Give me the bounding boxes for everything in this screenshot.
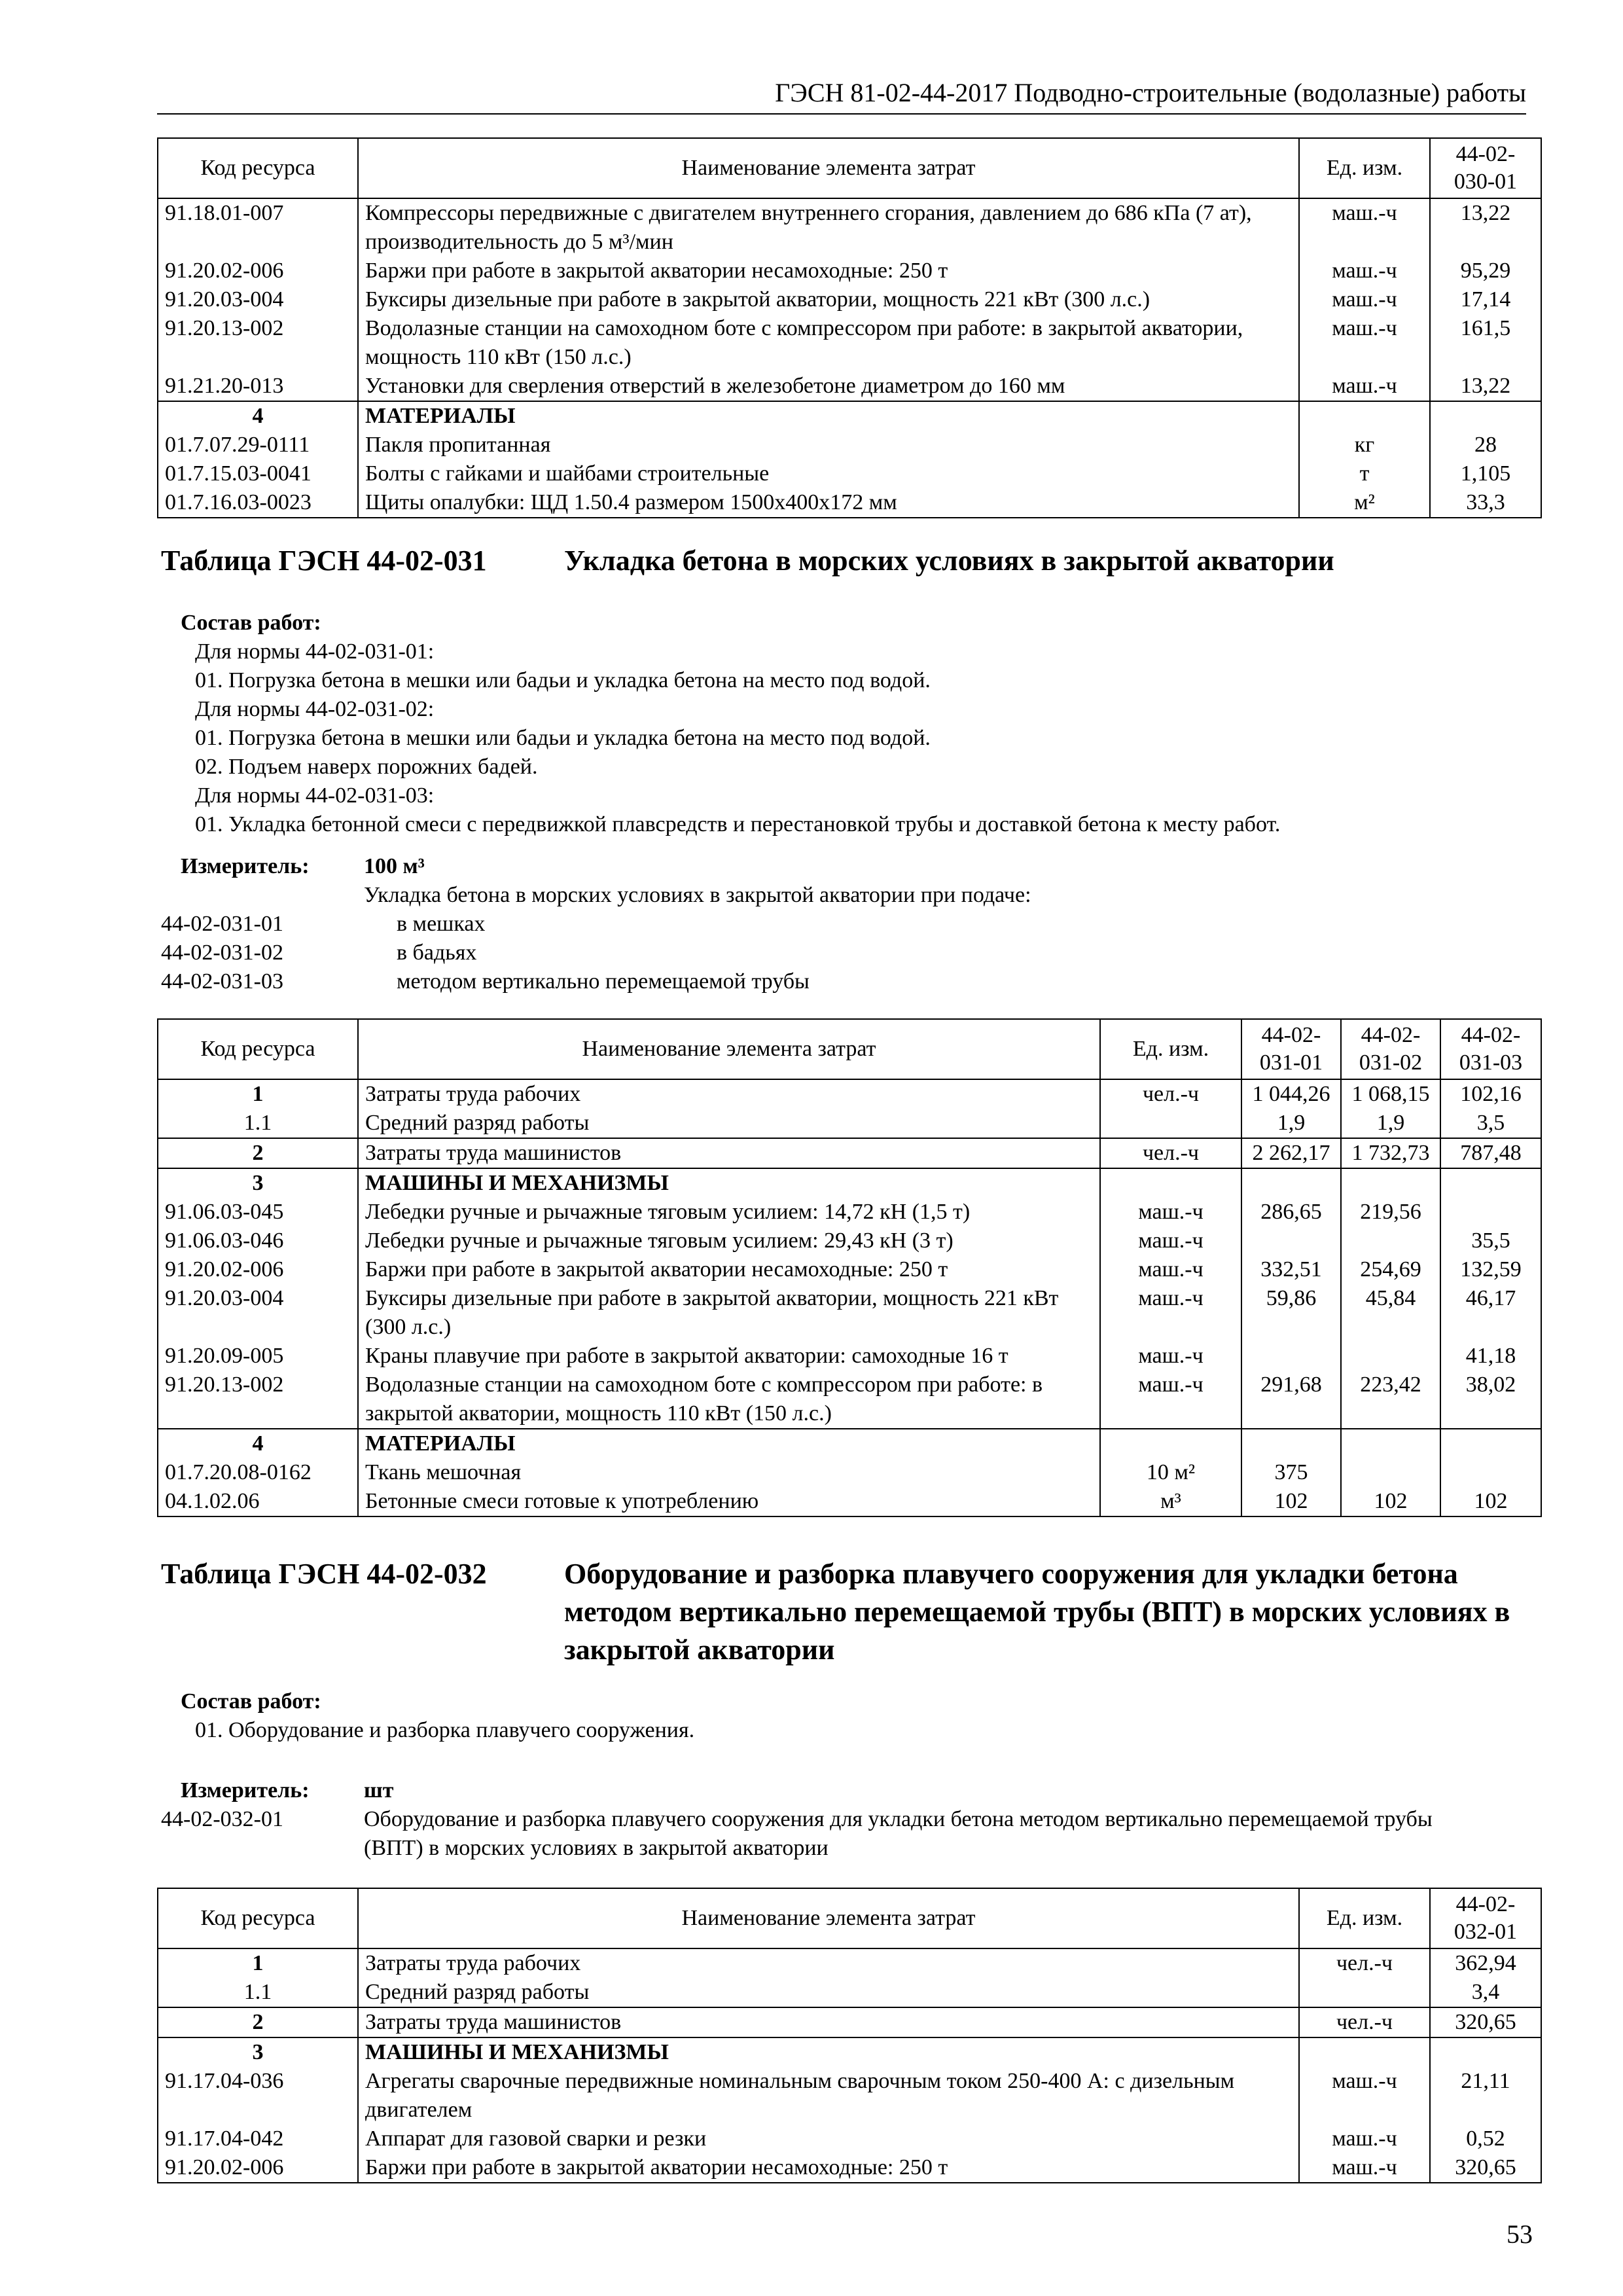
norm-value (1241, 1227, 1341, 1255)
cost-element-name: Баржи при работе в закрытой акватории несамоходные: 250 т (358, 257, 1299, 285)
unit: маш.-ч (1299, 372, 1430, 401)
resource-code: 1.1 (158, 1109, 358, 1138)
resource-code: 91.06.03-045 (158, 1198, 358, 1227)
resource-table-44-02-031 (157, 1018, 1542, 1517)
unit: маш.-ч (1299, 2153, 1430, 2183)
unit: 10 м² (1100, 1458, 1241, 1487)
table-row (158, 198, 1541, 257)
norm-value: 161,5 (1430, 314, 1541, 372)
norm-value: 21,11 (1430, 2067, 1541, 2125)
work-line: 01. Укладка бетонной смеси с передвижкой плавсредств и перестановкой трубы и доставкой бетона к месту работ. (195, 812, 1281, 836)
resource-code: 91.17.04-036 (158, 2067, 358, 2125)
table-label: Таблица ГЭСН 44-02-032 (161, 1558, 487, 1590)
page-number: 53 (1507, 2219, 1533, 2249)
resource-code: 91.17.04-042 (158, 2125, 358, 2153)
norm-text: Оборудование и разборка плавучего сооружения для укладки бетона методом вертикально перемещаемой трубы (ВПТ) в морских условиях в закрытой акватории (364, 1807, 1433, 1860)
resource-code: 91.20.09-005 (158, 1342, 358, 1371)
table-row (158, 488, 1541, 518)
norm-value: 1,9 (1241, 1109, 1341, 1138)
unit: маш.-ч (1299, 198, 1430, 257)
cost-element-name: МАШИНЫ И МЕХАНИЗМЫ (358, 2037, 1299, 2067)
unit: маш.-ч (1299, 285, 1430, 314)
norm-value: 0,52 (1430, 2125, 1541, 2153)
norm-value: 33,3 (1430, 488, 1541, 518)
running-header: ГЭСН 81-02-44-2017 Подводно-строительные (водолазные) работы (157, 77, 1526, 115)
table-title: Укладка бетона в морских условиях в закрытой акватории (564, 545, 1334, 577)
norm-value: 2 262,17 (1241, 1138, 1341, 1168)
unit (1299, 401, 1430, 431)
resource-code: 91.20.02-006 (158, 1255, 358, 1284)
work-line: Для нормы 44-02-031-03: (195, 783, 435, 808)
norm-value (1341, 1458, 1440, 1487)
resource-code: 91.20.03-004 (158, 1284, 358, 1342)
unit: маш.-ч (1299, 257, 1430, 285)
header-resource-code: Код ресурса (158, 138, 358, 198)
norm-value (1440, 1198, 1541, 1227)
norm-value: 41,18 (1440, 1342, 1541, 1371)
norm-value: 46,17 (1440, 1284, 1541, 1342)
norm-value: 102 (1241, 1487, 1341, 1516)
resource-code: 91.20.13-002 (158, 1371, 358, 1429)
header-norm-code: 44-02-031-01 (1241, 1019, 1341, 1079)
norm-value: 13,22 (1430, 198, 1541, 257)
table-row (158, 1371, 1541, 1429)
work-line: 02. Подъем наверх порожних бадей. (195, 755, 538, 779)
meter-value: шт (364, 1778, 394, 1803)
cost-element-name: МАТЕРИАЛЫ (358, 401, 1299, 431)
header-unit: Ед. изм. (1100, 1019, 1241, 1079)
resource-code: 91.20.02-006 (158, 2153, 358, 2183)
cost-element-name: Щиты опалубки: ЩД 1.50.4 размером 1500х400х172 мм (358, 488, 1299, 518)
table-row (158, 1255, 1541, 1284)
norm-value: 787,48 (1440, 1138, 1541, 1168)
resource-code: 2 (158, 1138, 358, 1168)
norm-value: 286,65 (1241, 1198, 1341, 1227)
norm-value (1241, 1168, 1341, 1198)
section-row (158, 2037, 1541, 2067)
cost-element-name: Водолазные станции на самоходном боте с компрессором при работе: в закрытой акватории, мощность 110 кВт (150 л.с.) (358, 1371, 1100, 1429)
header-cost-element: Наименование элемента затрат (358, 138, 1299, 198)
cost-element-name: Лебедки ручные и рычажные тяговым усилием: 14,72 кН (1,5 т) (358, 1198, 1100, 1227)
norm-text: в мешках (397, 912, 486, 936)
resource-code: 4 (158, 401, 358, 431)
unit: маш.-ч (1100, 1255, 1241, 1284)
norm-value (1341, 1342, 1440, 1371)
norm-code: 44-02-031-03 (161, 969, 283, 994)
cost-element-name: Затраты труда рабочих (358, 1079, 1100, 1109)
table-row (158, 1487, 1541, 1516)
norm-value: 1 068,15 (1341, 1079, 1440, 1109)
table-body (158, 1948, 1541, 2183)
norm-value: 1 044,26 (1241, 1079, 1341, 1109)
table-title: Оборудование и разборка плавучего сооружения для укладки бетона методом вертикально перемещаемой трубы (ВПТ) в морских условиях в закрытой акватории (564, 1558, 1510, 1666)
norm-value: 45,84 (1341, 1284, 1440, 1342)
header-norm-code: 44-02-031-03 (1440, 1019, 1541, 1079)
unit (1100, 1109, 1241, 1138)
unit: чел.-ч (1100, 1138, 1241, 1168)
norm-value: 35,5 (1440, 1227, 1541, 1255)
norm-code: 44-02-032-01 (161, 1807, 283, 1831)
cost-element-name: Аппарат для газовой сварки и резки (358, 2125, 1299, 2153)
norm-value: 132,59 (1440, 1255, 1541, 1284)
table-row (158, 1138, 1541, 1168)
table-row (158, 459, 1541, 488)
norm-value: 375 (1241, 1458, 1341, 1487)
norm-value (1341, 1227, 1440, 1255)
unit: кг (1299, 431, 1430, 459)
unit: маш.-ч (1299, 314, 1430, 372)
table-body (158, 198, 1541, 518)
resource-code: 91.20.02-006 (158, 257, 358, 285)
norm-code: 44-02-031-02 (161, 941, 283, 965)
header-norm-code: 44-02-032-01 (1430, 1888, 1541, 1948)
work-line: Для нормы 44-02-031-02: (195, 697, 435, 721)
norm-value: 13,22 (1430, 372, 1541, 401)
unit (1299, 2037, 1430, 2067)
norm-value: 219,56 (1341, 1198, 1440, 1227)
header-resource-code: Код ресурса (158, 1019, 358, 1079)
unit: т (1299, 459, 1430, 488)
norm-value (1241, 1429, 1341, 1458)
unit (1100, 1429, 1241, 1458)
cost-element-name: Ткань мешочная (358, 1458, 1100, 1487)
resource-code: 1.1 (158, 1978, 358, 2007)
resource-code: 04.1.02.06 (158, 1487, 358, 1516)
cost-element-name: Баржи при работе в закрытой акватории несамоходные: 250 т (358, 2153, 1299, 2183)
cost-element-name: Баржи при работе в закрытой акватории несамоходные: 250 т (358, 1255, 1100, 1284)
resource-code: 2 (158, 2007, 358, 2037)
norm-value: 320,65 (1430, 2153, 1541, 2183)
norm-code: 44-02-031-01 (161, 912, 283, 936)
header-norm-code: 44-02-031-02 (1341, 1019, 1440, 1079)
resource-code: 3 (158, 2037, 358, 2067)
unit: маш.-ч (1100, 1371, 1241, 1429)
norm-value: 28 (1430, 431, 1541, 459)
meter-caption: Измеритель: (181, 854, 310, 878)
norm-value: 291,68 (1241, 1371, 1341, 1429)
table-row (158, 1978, 1541, 2007)
table-row (158, 285, 1541, 314)
cost-element-name: МАТЕРИАЛЫ (358, 1429, 1100, 1458)
cost-element-name: МАШИНЫ И МЕХАНИЗМЫ (358, 1168, 1100, 1198)
cost-element-name: Буксиры дизельные при работе в закрытой акватории, мощность 221 кВт (300 л.с.) (358, 285, 1299, 314)
resource-code: 4 (158, 1429, 358, 1458)
resource-code: 91.20.13-002 (158, 314, 358, 372)
norm-value: 254,69 (1341, 1255, 1440, 1284)
work-line: 01. Оборудование и разборка плавучего сооружения. (195, 1718, 695, 1742)
norm-value (1341, 1168, 1440, 1198)
norm-value: 102 (1341, 1487, 1440, 1516)
header-unit: Ед. изм. (1299, 138, 1430, 198)
resource-code: 3 (158, 1168, 358, 1198)
table-row (158, 1109, 1541, 1138)
norm-text: в бадьях (397, 941, 477, 965)
norm-value: 59,86 (1241, 1284, 1341, 1342)
norm-value (1440, 1168, 1541, 1198)
header-cost-element: Наименование элемента затрат (358, 1888, 1299, 1948)
norm-value: 38,02 (1440, 1371, 1541, 1429)
cost-element-name: Средний разряд работы (358, 1978, 1299, 2007)
work-composition (177, 609, 1551, 839)
table-row (158, 1284, 1541, 1342)
meter-block (161, 1776, 1568, 1863)
cost-element-name: Затраты труда машинистов (358, 1138, 1100, 1168)
norm-value: 320,65 (1430, 2007, 1541, 2037)
table-label: Таблица ГЭСН 44-02-031 (161, 545, 487, 577)
unit: маш.-ч (1299, 2125, 1430, 2153)
unit: м² (1299, 488, 1430, 518)
norm-value: 362,94 (1430, 1948, 1541, 1978)
table-row (158, 1458, 1541, 1487)
norm-value (1440, 1429, 1541, 1458)
work-composition-caption: Состав работ: (181, 1689, 321, 1713)
cost-element-name: Средний разряд работы (358, 1109, 1100, 1138)
table-row (158, 314, 1541, 372)
norm-value: 3,4 (1430, 1978, 1541, 2007)
norm-value: 1 732,73 (1341, 1138, 1440, 1168)
table-body (158, 1079, 1541, 1516)
resource-table-44-02-030 (157, 137, 1542, 518)
table-row (158, 1948, 1541, 1978)
header-cost-element: Наименование элемента затрат (358, 1019, 1100, 1079)
resource-code: 91.18.01-007 (158, 198, 358, 257)
unit: чел.-ч (1100, 1079, 1241, 1109)
table-row (158, 1198, 1541, 1227)
norm-value (1430, 401, 1541, 431)
work-line: Для нормы 44-02-031-01: (195, 639, 435, 664)
norm-value: 102,16 (1440, 1079, 1541, 1109)
work-line: 01. Погрузка бетона в мешки или бадьи и укладка бетона на место под водой. (195, 726, 931, 750)
norm-value (1430, 2037, 1541, 2067)
work-line: 01. Погрузка бетона в мешки или бадьи и укладка бетона на место под водой. (195, 668, 931, 692)
resource-code: 01.7.07.29-0111 (158, 431, 358, 459)
norm-value: 1,9 (1341, 1109, 1440, 1138)
cost-element-name: Бетонные смеси готовые к употреблению (358, 1487, 1100, 1516)
norm-value: 223,42 (1341, 1371, 1440, 1429)
norm-value: 102 (1440, 1487, 1541, 1516)
resource-code: 1 (158, 1079, 358, 1109)
resource-code: 01.7.15.03-0041 (158, 459, 358, 488)
cost-element-name: Лебедки ручные и рычажные тяговым усилием: 29,43 кН (3 т) (358, 1227, 1100, 1255)
table-row (158, 1342, 1541, 1371)
unit: маш.-ч (1100, 1284, 1241, 1342)
norm-value (1341, 1429, 1440, 1458)
section-row (158, 401, 1541, 431)
norm-value: 17,14 (1430, 285, 1541, 314)
table-row (158, 2007, 1541, 2037)
cost-element-name: Компрессоры передвижные с двигателем внутреннего сгорания, давлением до 686 кПа (7 ат), производительность до 5 м³/мин (358, 198, 1299, 257)
meter-value: 100 м³ (364, 854, 425, 878)
header-resource-code: Код ресурса (158, 1888, 358, 1948)
cost-element-name: Болты с гайками и шайбами строительные (358, 459, 1299, 488)
cost-element-name: Водолазные станции на самоходном боте с компрессором при работе: в закрытой акватории, мощность 110 кВт (150 л.с.) (358, 314, 1299, 372)
unit: маш.-ч (1100, 1227, 1241, 1255)
table-row (158, 1079, 1541, 1109)
resource-code: 01.7.20.08-0162 (158, 1458, 358, 1487)
cost-element-name: Установки для сверления отверстий в железобетоне диаметром до 160 мм (358, 372, 1299, 401)
norm-value: 3,5 (1440, 1109, 1541, 1138)
meter-block (161, 852, 1568, 996)
table-heading-44-02-032 (161, 1555, 1601, 1673)
norm-value: 332,51 (1241, 1255, 1341, 1284)
resource-code: 1 (158, 1948, 358, 1978)
table-row (158, 257, 1541, 285)
unit: чел.-ч (1299, 1948, 1430, 1978)
resource-table-44-02-032 (157, 1888, 1542, 2183)
resource-code: 91.20.03-004 (158, 285, 358, 314)
table-row (158, 2125, 1541, 2153)
meter-caption: Измеритель: (181, 1778, 310, 1803)
norm-value (1440, 1458, 1541, 1487)
table-row (158, 372, 1541, 401)
work-composition (177, 1687, 1551, 1745)
section-row (158, 1168, 1541, 1198)
norm-value: 1,105 (1430, 459, 1541, 488)
unit (1100, 1168, 1241, 1198)
header-unit: Ед. изм. (1299, 1888, 1430, 1948)
resource-code: 91.06.03-046 (158, 1227, 358, 1255)
cost-element-name: Буксиры дизельные при работе в закрытой акватории, мощность 221 кВт (300 л.с.) (358, 1284, 1100, 1342)
norm-text: методом вертикально перемещаемой трубы (397, 969, 810, 994)
unit: маш.-ч (1100, 1198, 1241, 1227)
work-composition-caption: Состав работ: (181, 611, 321, 635)
unit: м³ (1100, 1487, 1241, 1516)
unit: чел.-ч (1299, 2007, 1430, 2037)
table-heading-44-02-031 (161, 542, 1601, 581)
cost-element-name: Затраты труда машинистов (358, 2007, 1299, 2037)
norm-value (1241, 1342, 1341, 1371)
norm-value: 95,29 (1430, 257, 1541, 285)
meter-description: Укладка бетона в морских условиях в закрытой акватории при подаче: (364, 883, 1031, 907)
resource-code: 01.7.16.03-0023 (158, 488, 358, 518)
cost-element-name: Пакля пропитанная (358, 431, 1299, 459)
unit (1299, 1978, 1430, 2007)
table-row (158, 2067, 1541, 2125)
cost-element-name: Затраты труда рабочих (358, 1948, 1299, 1978)
table-row (158, 431, 1541, 459)
cost-element-name: Агрегаты сварочные передвижные номинальным сварочным током 250-400 А: с дизельным двигателем (358, 2067, 1299, 2125)
unit: маш.-ч (1100, 1342, 1241, 1371)
header-norm-code: 44-02-030-01 (1430, 138, 1541, 198)
table-row (158, 2153, 1541, 2183)
unit: маш.-ч (1299, 2067, 1430, 2125)
resource-code: 91.21.20-013 (158, 372, 358, 401)
section-row (158, 1429, 1541, 1458)
cost-element-name: Краны плавучие при работе в закрытой акватории: самоходные 16 т (358, 1342, 1100, 1371)
table-row (158, 1227, 1541, 1255)
